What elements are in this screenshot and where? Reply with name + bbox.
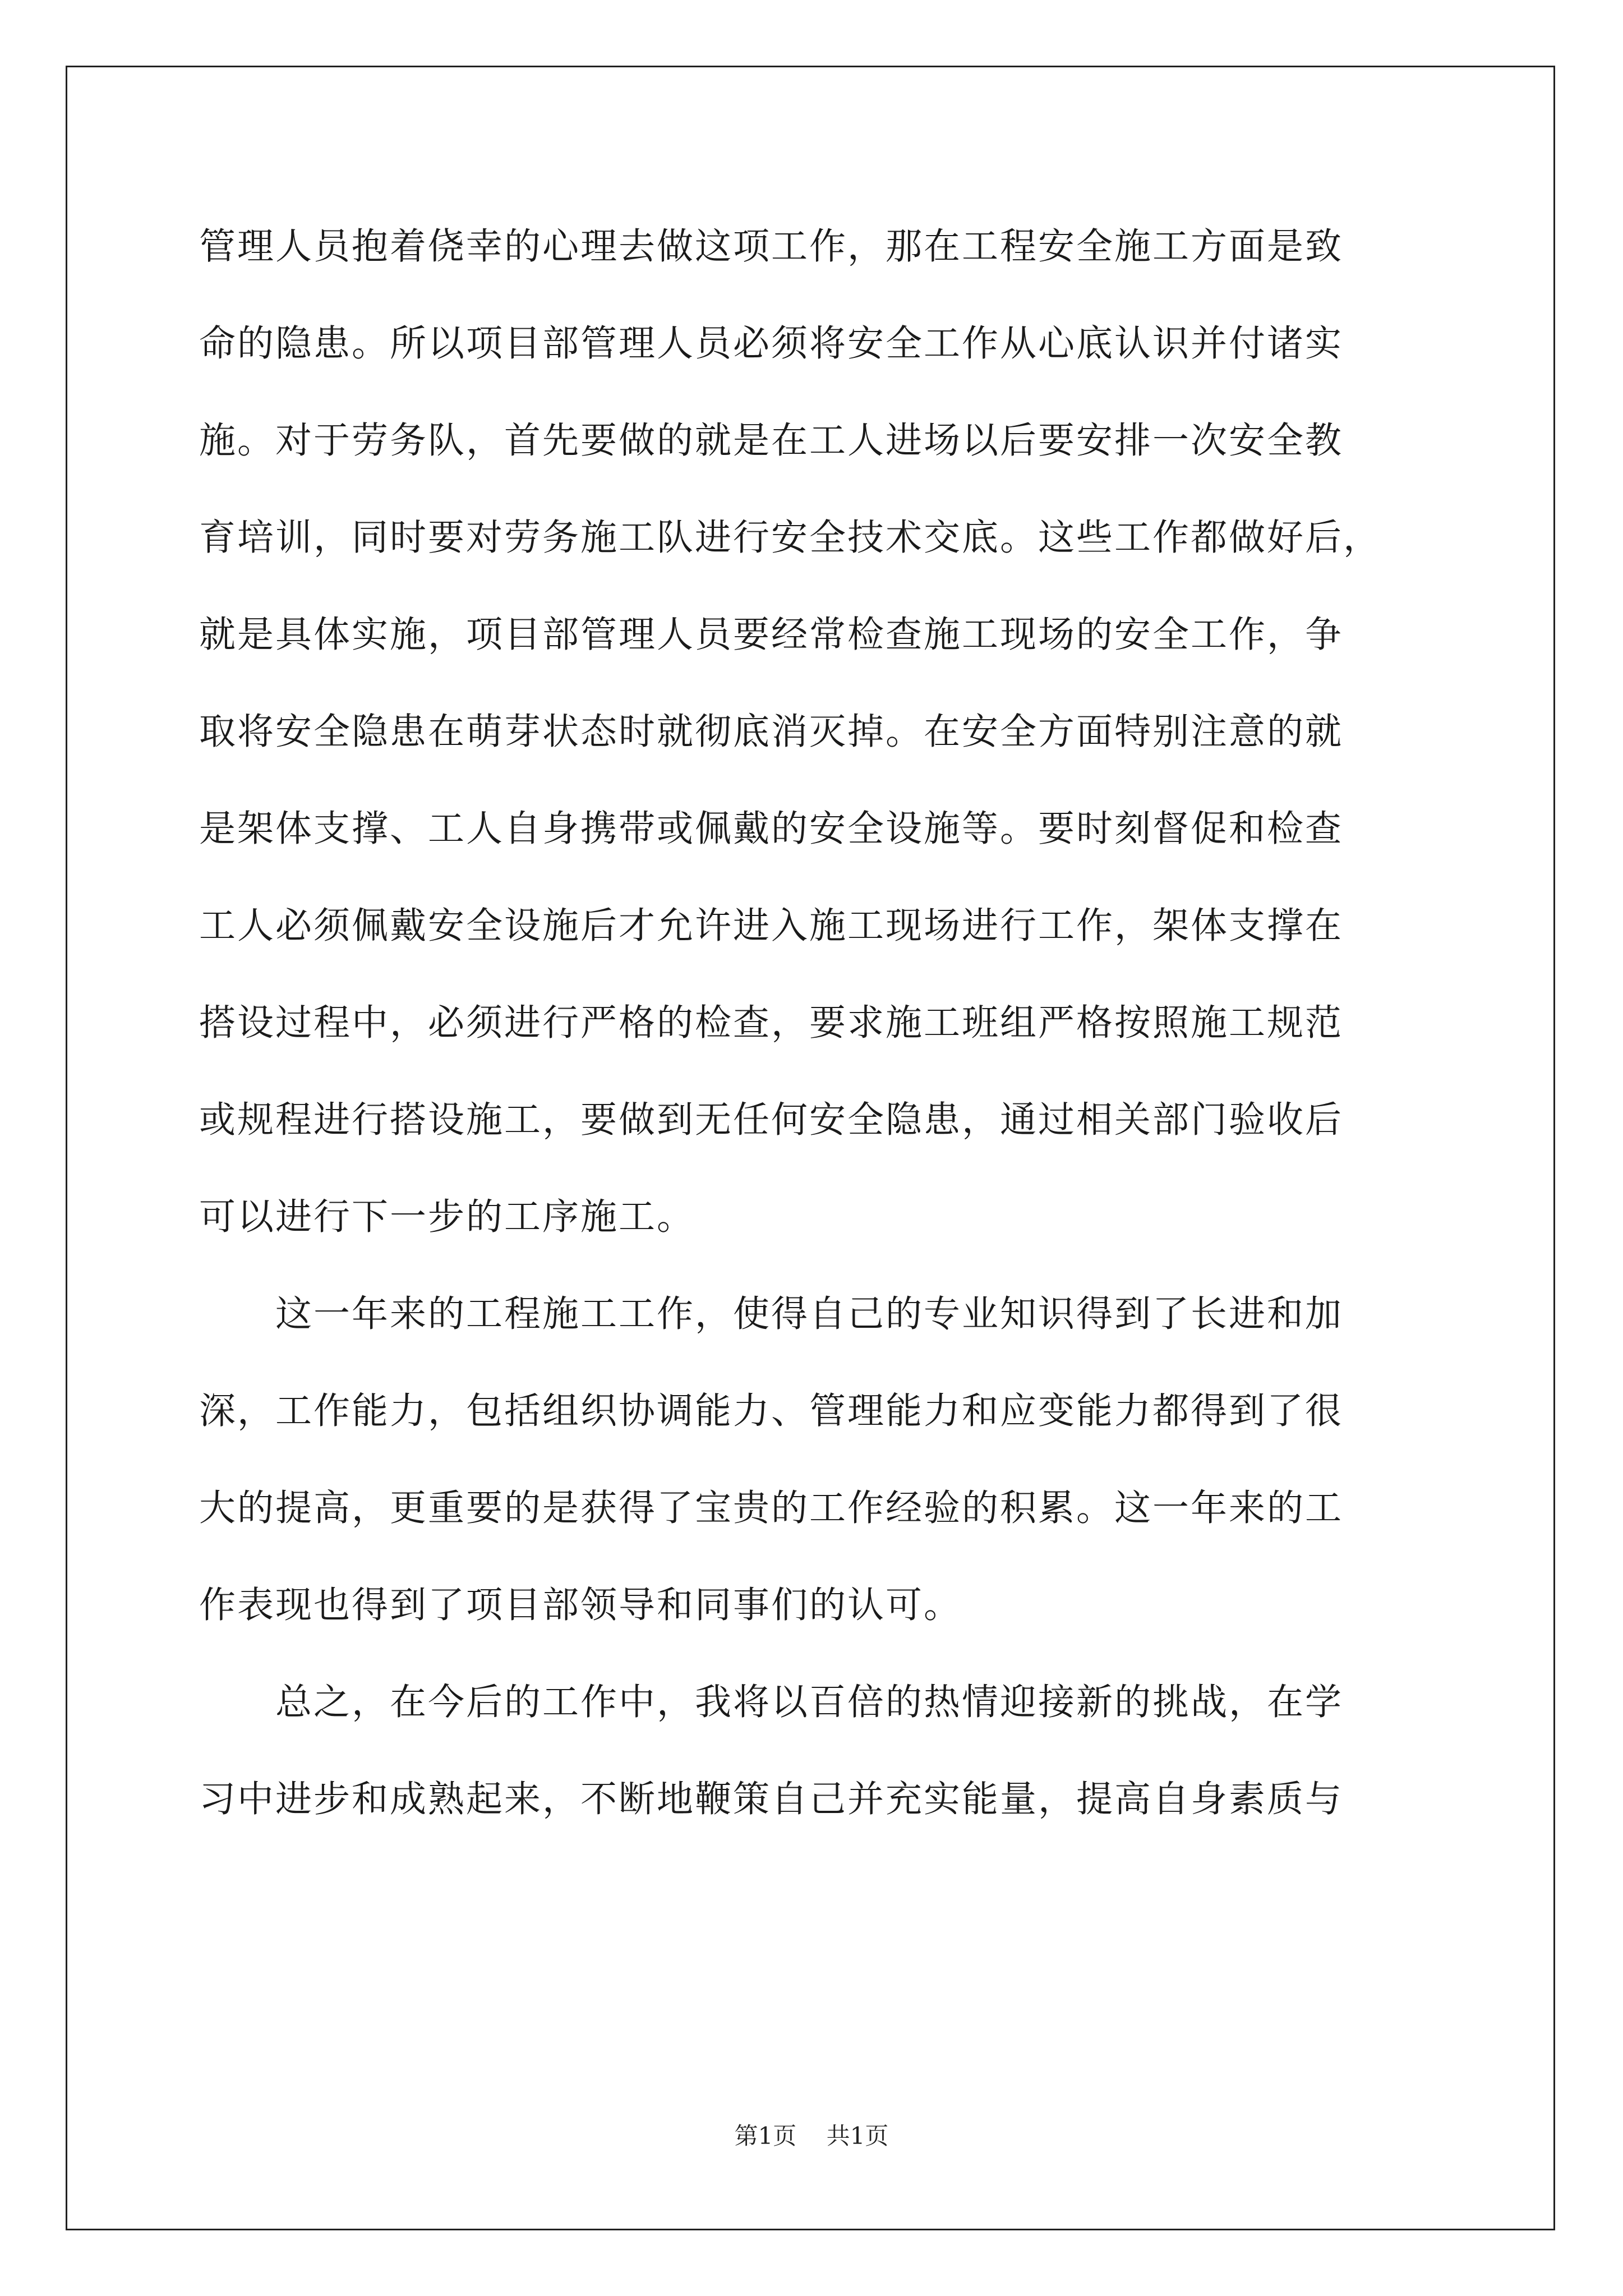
text-line: 总之，在今后的工作中，我将以百倍的热情迎接新的挑战，在学 xyxy=(199,1681,1344,1723)
text-line: 工人必须佩戴安全设施后才允许进入施工现场进行工作，架体支撑在 xyxy=(199,905,1344,947)
text-line: 施。对于劳务队，首先要做的就是在工人进场以后要安排一次安全教 xyxy=(199,420,1344,462)
text-line: 搭设过程中，必须进行严格的检查，要求施工班组严格按照施工规范 xyxy=(199,1002,1344,1044)
text-line: 是架体支撑、工人自身携带或佩戴的安全设施等。要时刻督促和检查 xyxy=(199,808,1344,850)
text-line: 这一年来的工程施工工作，使得自己的专业知识得到了长进和加 xyxy=(199,1293,1344,1335)
text-line: 习中进步和成熟起来，不断地鞭策自己并充实能量，提高自身素质与 xyxy=(199,1778,1344,1820)
document-body xyxy=(199,213,1433,1863)
text-line: 可以进行下一步的工序施工。 xyxy=(199,1196,695,1238)
text-line: 深，工作能力，包括组织协调能力、管理能力和应变能力都得到了很 xyxy=(199,1390,1344,1432)
text-line: 取将安全隐患在萌芽状态时就彻底消灭掉。在安全方面特别注意的就 xyxy=(199,711,1344,753)
page-number-current: 第1页 xyxy=(734,2122,797,2150)
text-line: 育培训，同时要对劳务施工队进行安全技术交底。这些工作都做好后， xyxy=(199,517,1382,559)
page-footer xyxy=(0,2118,1623,2151)
text-line: 大的提高，更重要的是获得了宝贵的工作经验的积累。这一年来的工 xyxy=(199,1487,1344,1529)
text-line: 就是具体实施，项目部管理人员要经常检查施工现场的安全工作，争 xyxy=(199,614,1344,656)
text-line: 命的隐患。所以项目部管理人员必须将安全工作从心底认识并付诸实 xyxy=(199,323,1344,365)
text-line: 作表现也得到了项目部领导和同事们的认可。 xyxy=(199,1584,962,1626)
text-line: 或规程进行搭设施工，要做到无任何安全隐患，通过相关部门验收后 xyxy=(199,1099,1344,1141)
text-line: 管理人员抱着侥幸的心理去做这项工作，那在工程安全施工方面是致 xyxy=(199,226,1344,268)
page-number-total: 共1页 xyxy=(826,2122,889,2150)
